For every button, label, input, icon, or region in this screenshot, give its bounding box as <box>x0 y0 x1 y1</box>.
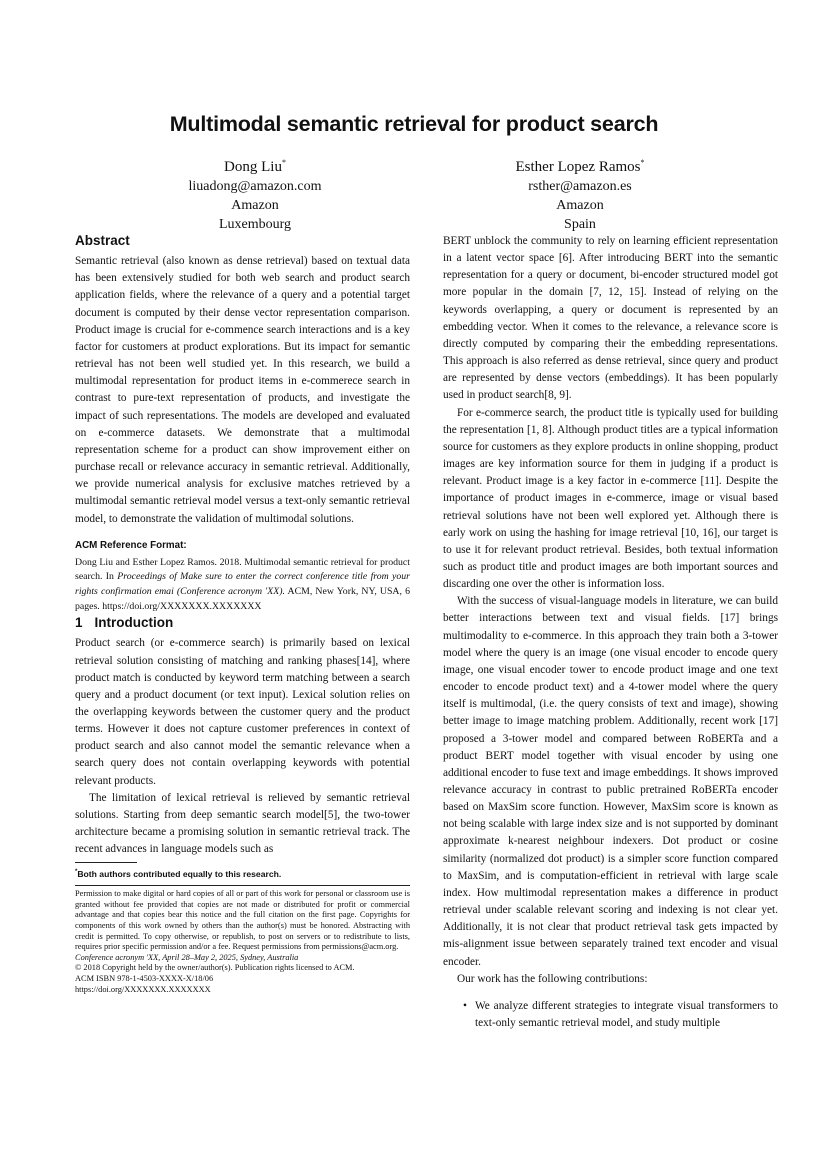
body-paragraph-4: Our work has the following contributions: <box>457 972 648 985</box>
footnote-equal-contribution: *Both authors contributed equally to this research. <box>75 869 282 880</box>
intro-paragraph-1: Product search (or e-commerce search) is primarily based on lexical retrieval solution consisting of matching and ranking phases[14], where product match is conducted by keyword term matching between a search query and a product document (or text input). Lexical solution relies on the overlapping keywords between the customer query and the product terms. However it does not capture customer preferences in context of product search and also cannot model the semantic relevance when a search query does not contain overlapping keywords with potential relevant products. <box>75 637 410 787</box>
body-paragraph-1: BERT unblock the community to rely on learning efficient representation in a latent vector space [6]. After introducing BERT into the semantic representation for a query or document, bi-encoder structured model got more popular in the domain [7, 12, 15]. Instead of relying on the keywords overlapping, a query or document is represented by an embedding vector. When it comes to the relevance, a relevance score is directly computed by comparing their the embedding representations. This approach is also referred as dense retrieval, since query and product are represented by dense vectors (embeddings). It has been popularly used in product search[8, 9]. <box>443 235 778 402</box>
permission-text: Permission to make digital or hard copies of all or part of this work for personal or classroom use is granted without fee provided that copies are not made or distributed for profit or commercial advantage and that copies bear this notice and the full citation on the first page. Copyrights for components of this work owned by others than the author(s) must be honored. Abstracting with credit is permitted. To copy otherwise, or republish, to post on servers or to redistribute to lists, requires prior specific permission and/or a fee. Request permissions from permissions@acm.org. <box>75 889 410 952</box>
copyright-line: © 2018 Copyright held by the owner/author(s). Publication rights licensed to ACM. <box>75 963 355 973</box>
author-email: liuadong@amazon.com <box>188 179 322 194</box>
author-org: Amazon <box>231 198 279 213</box>
paper-title: Multimodal semantic retrieval for product search <box>169 112 659 136</box>
body-paragraph-3: With the success of visual-language models in literature, we can build better interactions between text and visual fields. [17] brings multimodality to e-commerce. In this approach they train both a 3-tower model where the query is an image (one visual encoder to encode query image, one visual encoder tower to encode product image and one text encoder to encode product text) and a 4-tower model where the query itself is multimodal, (i.e. the query consists of text and image), showing better image to image matching problem. Additionally, recent work [17] proposed a 3-tower model and compared between RoBERTa and a product BERT model together with visual encoder by using one additional encoder to fuse text and image embeddings. It shows improved relevance accuracy in contrast to public pretrained RoBERTa encoder based on MaxSim score function. However, MaxSim score is known as not being scalable with large index size and is not supported by dominant approximate k-nearest neighbour indexers. Dot product or cosine similarity (normalized dot product) is a simpler score function compared to MaxSim, and is computation-efficient in retrieval with large scale index. How multimodal representation makes a difference in product retrieval under scalable relevant scoring and indexing is not clear yet. Additionally, it is not clear that product retrieval task gets impacted by mis-alignment issue between separately trained text encoder and visual encoder. <box>443 595 778 968</box>
author-name: Esther Lopez Ramos* <box>515 158 645 175</box>
permission-divider <box>75 885 410 886</box>
list-item: • We analyze different strategies to integrate visual transformers to text-only semantic retrieval model, and study multiple <box>475 998 778 1032</box>
right-column <box>443 233 778 1032</box>
acm-ref-heading: ACM Reference Format: <box>75 539 187 551</box>
author-block-1 <box>155 153 355 234</box>
author-country: Luxembourg <box>218 217 292 232</box>
isbn-line: ACM ISBN 978-1-4503-XXXX-X/18/06 <box>75 973 214 983</box>
permission-block <box>75 889 410 995</box>
left-column <box>75 232 410 995</box>
author-email: rsther@amazon.es <box>528 179 632 194</box>
author-name: Dong Liu* <box>224 158 286 175</box>
abstract-heading: Abstract <box>75 233 130 248</box>
body-paragraph-2: For e-commerce search, the product title is typically used for building the representation [1, 8]. Although product titles are a typical information source for customers as they explore products in online shopping, product images are key information source for them in judging if a product is relevant. Product image is a key factor in e-commerce [11]. Despite the importance of product images in e-commerce, image or visual based retrieval solutions have not been well explored yet. Although there is early work on using the hashing for image retrieval [10, 16], our target is to use it for relevant product retrieval. Besides, both textual information such as product title and product images are both important sources and discarding one over the other is information loss. <box>443 406 778 591</box>
author-org: Amazon <box>556 198 604 213</box>
author-block-2 <box>480 153 680 234</box>
acm-ref-text: Dong Liu and Esther Lopez Ramos. 2018. Multimodal semantic retrieval for product search. In Proceedings of Make sure to enter the correct conference title from your rights confirmation emai (Conference acronym 'XX). ACM, New York, NY, USA, 6 pages. https://doi.org/XXXXXXX.XXXXXXX <box>75 556 410 612</box>
doi-line: https://doi.org/XXXXXXX.XXXXXXX <box>75 984 211 994</box>
footnote-divider <box>75 862 137 863</box>
intro-heading: 1 Introduction <box>75 615 174 631</box>
intro-paragraph-2: The limitation of lexical retrieval is relieved by semantic retrieval solutions. Starting from deep semantic search model[5], the two-tower architecture became a promising solution in semantic retrieval track. The recent advances in language models such as <box>75 791 410 856</box>
author-country: Spain <box>564 217 596 232</box>
abstract-text: Semantic retrieval (also known as dense retrieval) based on textual data has been extensively studied for both web search and product search application fields, where the relevance of a query and a potential target document is computed by their dense vector representation comparison. Product image is crucial for e-commence search interactions and is a key factor for customers at product explorations. But its impact for semantic retrieval has not been well studied yet. In this research, we build a multimodal representation for product items in e-commerece search in contrast to pure-text representation of products, and investigate the impact of such representations. The models are developed and evaluated on e-commerce datasets. We demonstrate that a multimodal representation scheme for a product can show improvement either on purchase recall or relevance accuracy in semantic retrieval. Additionally, we provide numerical analysis for exclusive matches retrieved by a multimodal semantic retrieval model versus a text-only semantic retrieval model, to demonstrate the validation of multimodal solutions. <box>75 255 410 525</box>
contributions-list <box>443 998 778 1032</box>
conference-line: Conference acronym 'XX, April 28–May 2, 2025, Sydney, Australia <box>75 952 299 962</box>
